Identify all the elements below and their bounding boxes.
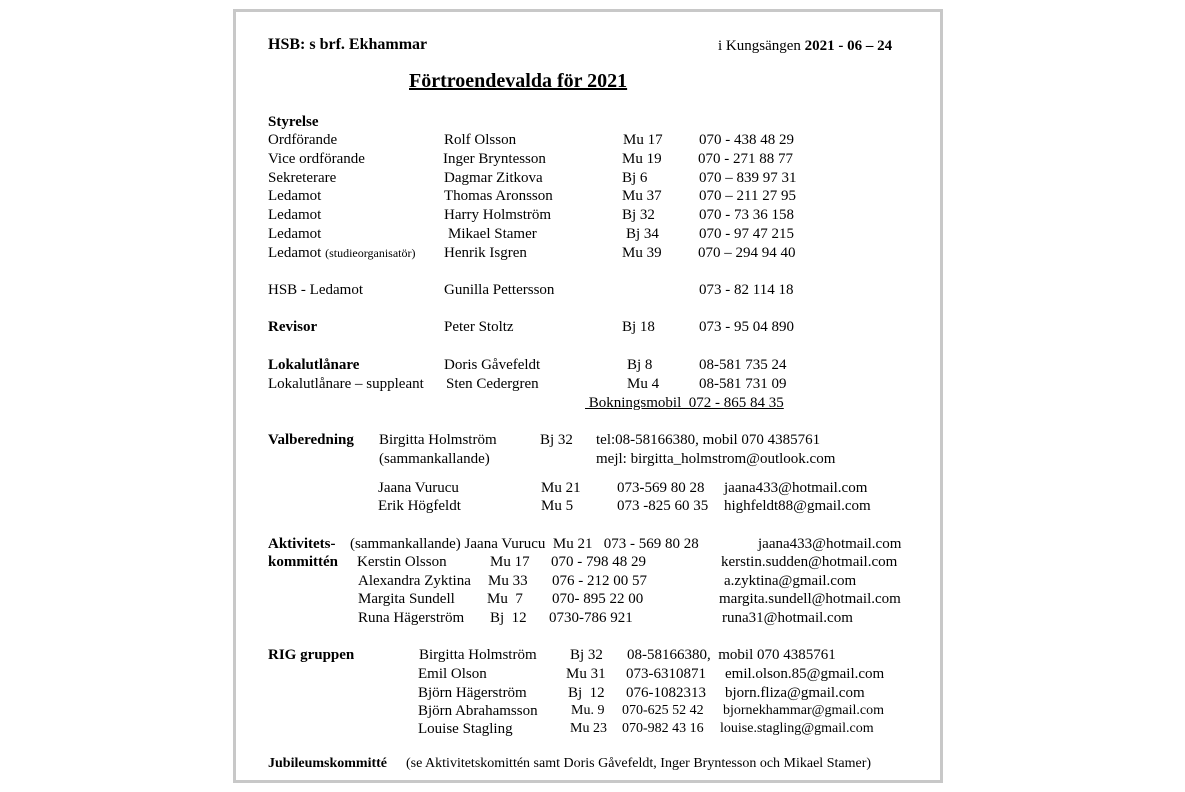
styrelse-role: Ordförande <box>268 132 338 148</box>
hsb-ledamot-phone: 073 - 82 114 18 <box>699 282 794 298</box>
rig-heading: RIG gruppen <box>268 647 355 663</box>
rig-addr: Bj 12 <box>568 685 605 701</box>
styrelse-addr: Mu 17 <box>623 132 663 148</box>
styrelse-phone: 070 - 438 48 29 <box>699 132 794 148</box>
revisor-role: Revisor <box>268 319 318 335</box>
valberedning-mail: highfeldt88@gmail.com <box>724 498 871 514</box>
valberedning-name: Birgitta Holmström <box>379 432 497 448</box>
styrelse-name: Thomas Aronsson <box>444 188 553 204</box>
booking-mobile: Bokningsmobil 072 - 865 84 35 <box>585 395 784 411</box>
aktivitet-name: Kerstin Olsson <box>357 554 447 570</box>
lokal-name: Sten Cedergren <box>446 376 539 392</box>
date-line <box>718 37 892 55</box>
styrelse-addr: Bj 34 <box>626 226 659 242</box>
rig-phone: 070-982 43 16 <box>622 721 704 736</box>
rig-name: Björn Hägerström <box>418 685 527 701</box>
aktivitet-convener: (sammankallande) Jaana Vurucu Mu 21 073 - 569 80 28 <box>350 536 699 552</box>
valberedning-phone: 073-569 80 28 <box>617 480 705 496</box>
lokal-phone: 08-581 735 24 <box>699 357 787 373</box>
styrelse-role: Ledamot <box>268 188 322 204</box>
styrelse-addr: Bj 32 <box>622 207 655 223</box>
page-title: Förtroendevalda för 2021 <box>409 70 628 92</box>
styrelse-phone: 070 - 97 47 215 <box>699 226 794 242</box>
aktivitet-addr: Mu 17 <box>490 554 530 570</box>
valberedning-addr: Bj 32 <box>540 432 573 448</box>
rig-addr: Bj 32 <box>570 647 603 663</box>
aktivitet-mail: jaana433@hotmail.com <box>758 536 902 552</box>
aktivitet-addr: Mu 33 <box>488 573 528 589</box>
rig-phone: 08-58166380, mobil 070 4385761 <box>627 647 836 663</box>
aktivitet-mail: a.zyktina@gmail.com <box>724 573 857 589</box>
rig-phone: 073-6310871 <box>626 666 706 682</box>
styrelse-role: Ledamot <box>268 226 322 242</box>
revisor-name: Peter Stoltz <box>444 319 514 335</box>
rig-mail: emil.olson.85@gmail.com <box>725 666 885 682</box>
lokal-addr: Mu 4 <box>627 376 660 392</box>
lokal-addr: Bj 8 <box>627 357 653 373</box>
jubileum-text: (se Aktivitetskomittén samt Doris Gåvefeldt, Inger Bryntesson och Mikael Stamer) <box>406 756 872 771</box>
aktivitet-mail: margita.sundell@hotmail.com <box>719 591 901 607</box>
styrelse-role: Vice ordförande <box>268 151 365 167</box>
styrelse-addr: Mu 37 <box>622 188 662 204</box>
styrelse-role: Sekreterare <box>268 170 337 186</box>
aktivitet-phone: 070- 895 22 00 <box>552 591 644 607</box>
hsb-ledamot-role: HSB - Ledamot <box>268 282 363 298</box>
valberedning-note: (sammankallande) <box>379 451 490 467</box>
rig-name: Björn Abrahamsson <box>418 703 538 719</box>
styrelse-name: Dagmar Zitkova <box>444 170 543 186</box>
valberedning-mail: jaana433@hotmail.com <box>724 480 868 496</box>
aktivitet-phone: 076 - 212 00 57 <box>552 573 647 589</box>
styrelse-addr: Mu 19 <box>622 151 662 167</box>
rig-name: Louise Stagling <box>418 721 513 737</box>
valberedning-addr: Mu 21 <box>541 480 581 496</box>
styrelse-heading: Styrelse <box>268 114 319 130</box>
aktivitet-heading-2: kommittén <box>268 554 338 570</box>
styrelse-phone: 070 – 839 97 31 <box>699 170 797 186</box>
aktivitet-phone: 070 - 798 48 29 <box>551 554 646 570</box>
hsb-ledamot-name: Gunilla Pettersson <box>444 282 555 298</box>
lokal-name: Doris Gåvefeldt <box>444 357 541 373</box>
rig-name: Emil Olson <box>418 666 487 682</box>
valberedning-name: Jaana Vurucu <box>378 480 459 496</box>
place-prefix: i Kungsängen <box>718 38 805 54</box>
styrelse-role: Ledamot <box>268 245 322 261</box>
rig-phone: 070-625 52 42 <box>622 703 704 718</box>
lokal-phone: 08-581 731 09 <box>699 376 787 392</box>
aktivitet-phone: 0730-786 921 <box>549 610 633 626</box>
rig-mail: bjornekhammar@gmail.com <box>723 703 885 718</box>
date: 2021 - 06 – 24 <box>804 38 893 54</box>
rig-addr: Mu 23 <box>570 721 607 736</box>
aktivitet-name: Margita Sundell <box>358 591 455 607</box>
aktivitet-name: Runa Hägerström <box>358 610 465 626</box>
styrelse-phone: 070 - 73 36 158 <box>699 207 794 223</box>
valberedning-contact: tel:08-58166380, mobil 070 4385761 <box>596 432 821 448</box>
role-note: (studieorganisatör) <box>325 246 416 260</box>
aktivitet-addr: Mu 7 <box>487 591 523 607</box>
styrelse-phone: 070 - 271 88 77 <box>698 151 793 167</box>
jubileum-heading: Jubileumskommitté <box>268 756 387 771</box>
styrelse-role-line <box>268 244 416 262</box>
styrelse-name: Henrik Isgren <box>444 245 527 261</box>
lokal-role: Lokalutlånare <box>268 357 360 373</box>
rig-mail: louise.stagling@gmail.com <box>720 721 874 736</box>
rig-addr: Mu 31 <box>566 666 606 682</box>
styrelse-addr: Bj 6 <box>622 170 648 186</box>
valberedning-heading: Valberedning <box>268 432 354 448</box>
styrelse-addr: Mu 39 <box>622 245 662 261</box>
aktivitet-mail: runa31@hotmail.com <box>722 610 853 626</box>
aktivitet-addr: Bj 12 <box>490 610 527 626</box>
valberedning-mail: mejl: birgitta_holmstrom@outlook.com <box>596 451 836 467</box>
styrelse-name: Mikael Stamer <box>448 226 537 242</box>
rig-mail: bjorn.fliza@gmail.com <box>725 685 865 701</box>
rig-addr: Mu. 9 <box>571 703 605 718</box>
aktivitet-heading: Aktivitets- <box>268 536 336 552</box>
rig-name: Birgitta Holmström <box>419 647 537 663</box>
revisor-phone: 073 - 95 04 890 <box>699 319 794 335</box>
styrelse-name: Inger Bryntesson <box>443 151 546 167</box>
aktivitet-mail: kerstin.sudden@hotmail.com <box>721 554 898 570</box>
styrelse-name: Harry Holmström <box>444 207 552 223</box>
styrelse-name: Rolf Olsson <box>444 132 517 148</box>
valberedning-name: Erik Högfeldt <box>378 498 461 514</box>
valberedning-addr: Mu 5 <box>541 498 574 514</box>
revisor-addr: Bj 18 <box>622 319 655 335</box>
aktivitet-name: Alexandra Zyktina <box>358 573 471 589</box>
styrelse-role: Ledamot <box>268 207 322 223</box>
styrelse-phone: 070 – 211 27 95 <box>699 188 796 204</box>
rig-phone: 076-1082313 <box>626 685 706 701</box>
lokal-role: Lokalutlånare – suppleant <box>268 376 424 392</box>
valberedning-phone: 073 -825 60 35 <box>617 498 709 514</box>
org-name: HSB: s brf. Ekhammar <box>268 36 428 53</box>
styrelse-phone: 070 – 294 94 40 <box>698 245 796 261</box>
